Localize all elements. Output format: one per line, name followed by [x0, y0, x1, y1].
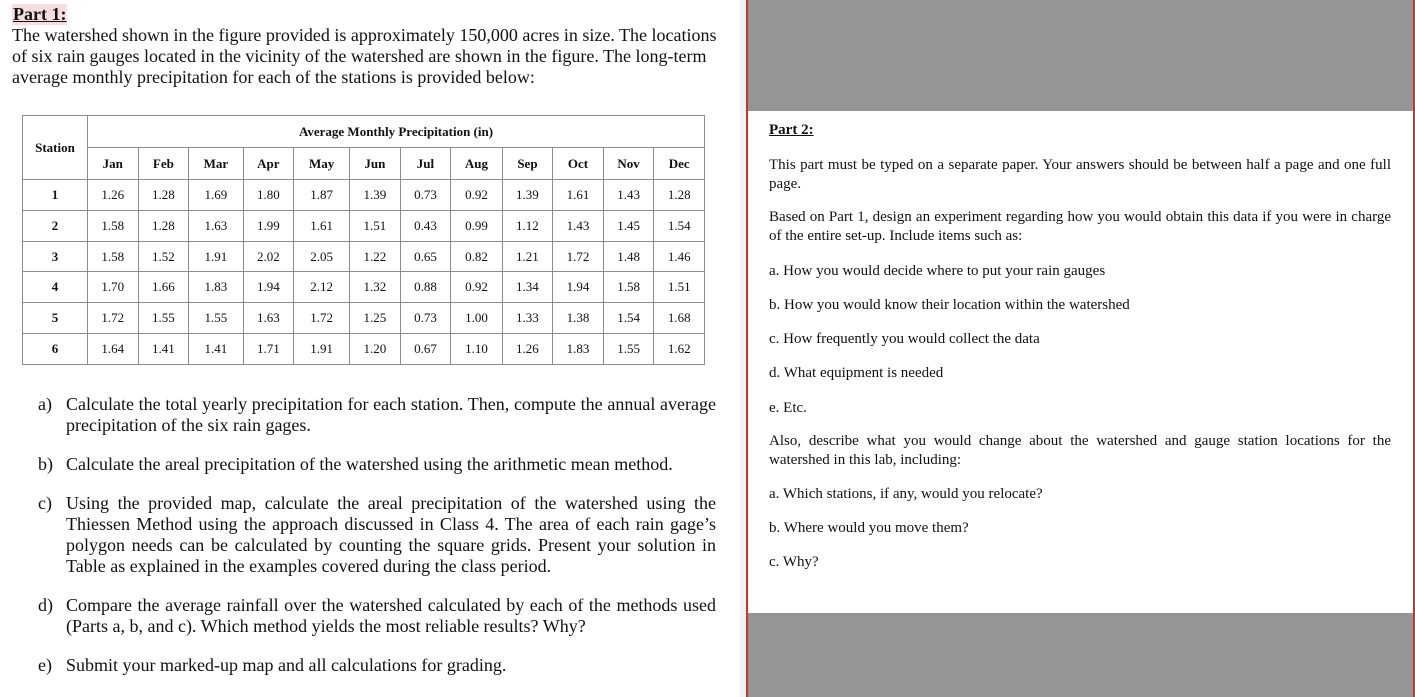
precip-cell: 1.91	[294, 334, 350, 365]
part2-item-c: c. How frequently you would collect the data	[769, 331, 1040, 347]
precip-cell: 1.33	[502, 303, 553, 334]
precip-cell: 1.64	[88, 334, 139, 365]
precip-cell: 1.94	[243, 272, 294, 303]
month-header: Sep	[502, 148, 553, 180]
precip-cell: 1.51	[654, 272, 705, 303]
precip-cell: 0.82	[451, 241, 502, 272]
month-header: Jan	[88, 148, 139, 180]
part2-paragraph-2: Based on Part 1, design an experiment regarding how you would obtain this data if you were in charge of the entire set-up. Include items such as:	[769, 209, 1391, 244]
part1-intro: The watershed shown in the figure provided is approximately 150,000 acres in size. The locations of six rain gauges located in the vicinity of the watershed are shown in the figure. The long-term average monthly precipitation for each of the stations is provided below:	[12, 25, 717, 87]
monthly-precip-header: Average Monthly Precipitation (in)	[88, 116, 705, 148]
precip-cell: 2.12	[294, 272, 350, 303]
precip-cell: 1.83	[553, 334, 604, 365]
part1-title: Part 1:	[13, 4, 67, 24]
question-e	[38, 655, 716, 676]
question-letter: b)	[38, 454, 53, 474]
precip-cell: 1.28	[654, 180, 705, 211]
station-cell: 2	[23, 210, 88, 241]
station-cell: 3	[23, 241, 88, 272]
part2-sub-c: c. Why?	[769, 554, 819, 570]
precip-cell: 1.70	[88, 272, 139, 303]
precip-cell: 1.91	[189, 241, 243, 272]
table-body	[23, 180, 705, 365]
precipitation-table	[22, 115, 705, 365]
table-row	[23, 272, 705, 303]
part2-page	[748, 111, 1415, 613]
precip-cell: 1.26	[502, 334, 553, 365]
precip-cell: 1.38	[553, 303, 604, 334]
precip-cell: 1.69	[189, 180, 243, 211]
precip-cell: 1.28	[138, 210, 189, 241]
precip-cell: 1.28	[138, 180, 189, 211]
precip-cell: 1.32	[350, 272, 401, 303]
precip-cell: 1.10	[451, 334, 502, 365]
precip-cell: 0.99	[451, 210, 502, 241]
question-text: Using the provided map, calculate the areal precipitation of the watershed using the Thiessen Method using the approach discussed in Class 4. The area of each rain gage’s polygon needs can be calculated by counting the square grids. Present your solution in Table as explained in the examples covered during the class period.	[66, 493, 716, 576]
month-header-row	[23, 148, 705, 180]
table-row	[23, 210, 705, 241]
precip-cell: 1.55	[603, 334, 654, 365]
precip-cell: 1.39	[350, 180, 401, 211]
part2-item-d: d. What equipment is needed	[769, 365, 944, 381]
question-a	[38, 394, 716, 436]
part2-item-a: a. How you would decide where to put your rain gauges	[769, 263, 1106, 279]
month-header: Jun	[350, 148, 401, 180]
station-cell: 4	[23, 272, 88, 303]
precip-cell: 1.58	[603, 272, 654, 303]
precip-cell: 1.54	[654, 210, 705, 241]
question-letter: e)	[38, 655, 52, 675]
precip-cell: 1.12	[502, 210, 553, 241]
precip-cell: 1.58	[88, 241, 139, 272]
question-text: Submit your marked-up map and all calculations for grading.	[66, 655, 507, 675]
part2-item-b: b. How you would know their location within the watershed	[769, 297, 1130, 313]
question-letter: c)	[38, 493, 52, 513]
precip-cell: 0.73	[400, 180, 451, 211]
precip-cell: 1.99	[243, 210, 294, 241]
precip-cell: 1.39	[502, 180, 553, 211]
month-header: Oct	[553, 148, 604, 180]
precip-cell: 1.22	[350, 241, 401, 272]
part2-sub-b: b. Where would you move them?	[769, 520, 969, 536]
month-header: Aug	[451, 148, 502, 180]
month-header: Apr	[243, 148, 294, 180]
month-header: Jul	[400, 148, 451, 180]
precip-cell: 1.43	[553, 210, 604, 241]
precip-cell: 1.46	[654, 241, 705, 272]
precip-cell: 1.71	[243, 334, 294, 365]
part2-sub-a: a. Which stations, if any, would you relocate?	[769, 486, 1043, 502]
precip-cell: 1.21	[502, 241, 553, 272]
precip-cell: 1.52	[138, 241, 189, 272]
precip-cell: 1.94	[553, 272, 604, 303]
question-d	[38, 595, 716, 637]
month-header: Dec	[654, 148, 705, 180]
month-header: Feb	[138, 148, 189, 180]
question-letter: d)	[38, 595, 53, 615]
precip-cell: 1.54	[603, 303, 654, 334]
precip-cell: 1.66	[138, 272, 189, 303]
precip-cell: 2.02	[243, 241, 294, 272]
precip-cell: 0.92	[451, 180, 502, 211]
question-letter: a)	[38, 394, 52, 414]
precip-cell: 1.48	[603, 241, 654, 272]
precip-cell: 1.61	[294, 210, 350, 241]
precip-cell: 1.63	[243, 303, 294, 334]
precip-cell: 1.34	[502, 272, 553, 303]
precip-cell: 1.43	[603, 180, 654, 211]
table-row	[23, 180, 705, 211]
precip-cell: 1.51	[350, 210, 401, 241]
precip-cell: 1.20	[350, 334, 401, 365]
precip-cell: 1.41	[138, 334, 189, 365]
precip-cell: 1.55	[138, 303, 189, 334]
precip-cell: 1.26	[88, 180, 139, 211]
precip-cell: 1.72	[294, 303, 350, 334]
precip-cell: 0.43	[400, 210, 451, 241]
precip-cell: 0.65	[400, 241, 451, 272]
precip-cell: 0.73	[400, 303, 451, 334]
precip-cell: 1.63	[189, 210, 243, 241]
precip-cell: 1.41	[189, 334, 243, 365]
question-text: Compare the average rainfall over the watershed calculated by each of the methods used (Parts a, b, and c). Which method yields the most reliable results? Why?	[66, 595, 716, 636]
precip-cell: 0.67	[400, 334, 451, 365]
table-row	[23, 334, 705, 365]
precip-cell: 1.72	[88, 303, 139, 334]
precip-cell: 1.61	[553, 180, 604, 211]
table-header-row	[23, 116, 705, 148]
precip-cell: 1.83	[189, 272, 243, 303]
table-row	[23, 241, 705, 272]
station-column-header: Station	[23, 116, 88, 180]
part2-paragraph-3: Also, describe what you would change about the watershed and gauge station locations for the watershed in this lab, including:	[769, 433, 1391, 468]
precip-cell: 1.68	[654, 303, 705, 334]
precip-cell: 0.88	[400, 272, 451, 303]
part2-title: Part 2:	[769, 122, 814, 138]
part2-paragraph-1: This part must be typed on a separate paper. Your answers should be between half a page and one full page.	[769, 157, 1391, 192]
question-b	[38, 454, 716, 475]
question-text: Calculate the total yearly precipitation for each station. Then, compute the annual average precipitation of the six rain gages.	[66, 394, 716, 435]
precip-cell: 1.80	[243, 180, 294, 211]
station-cell: 6	[23, 334, 88, 365]
precip-cell: 1.55	[189, 303, 243, 334]
question-text: Calculate the areal precipitation of the watershed using the arithmetic mean method.	[66, 454, 673, 474]
month-header: Mar	[189, 148, 243, 180]
month-header: Nov	[603, 148, 654, 180]
precip-cell: 1.25	[350, 303, 401, 334]
precip-cell: 1.58	[88, 210, 139, 241]
precip-cell: 1.45	[603, 210, 654, 241]
precip-cell: 1.62	[654, 334, 705, 365]
precip-cell: 0.92	[451, 272, 502, 303]
question-list	[38, 394, 716, 694]
part2-item-e: e. Etc.	[769, 400, 807, 416]
station-cell: 5	[23, 303, 88, 334]
question-c	[38, 493, 716, 577]
precip-cell: 2.05	[294, 241, 350, 272]
station-cell: 1	[23, 180, 88, 211]
precip-cell: 1.00	[451, 303, 502, 334]
precip-cell: 1.87	[294, 180, 350, 211]
table-row	[23, 303, 705, 334]
precip-cell: 1.72	[553, 241, 604, 272]
month-header: May	[294, 148, 350, 180]
